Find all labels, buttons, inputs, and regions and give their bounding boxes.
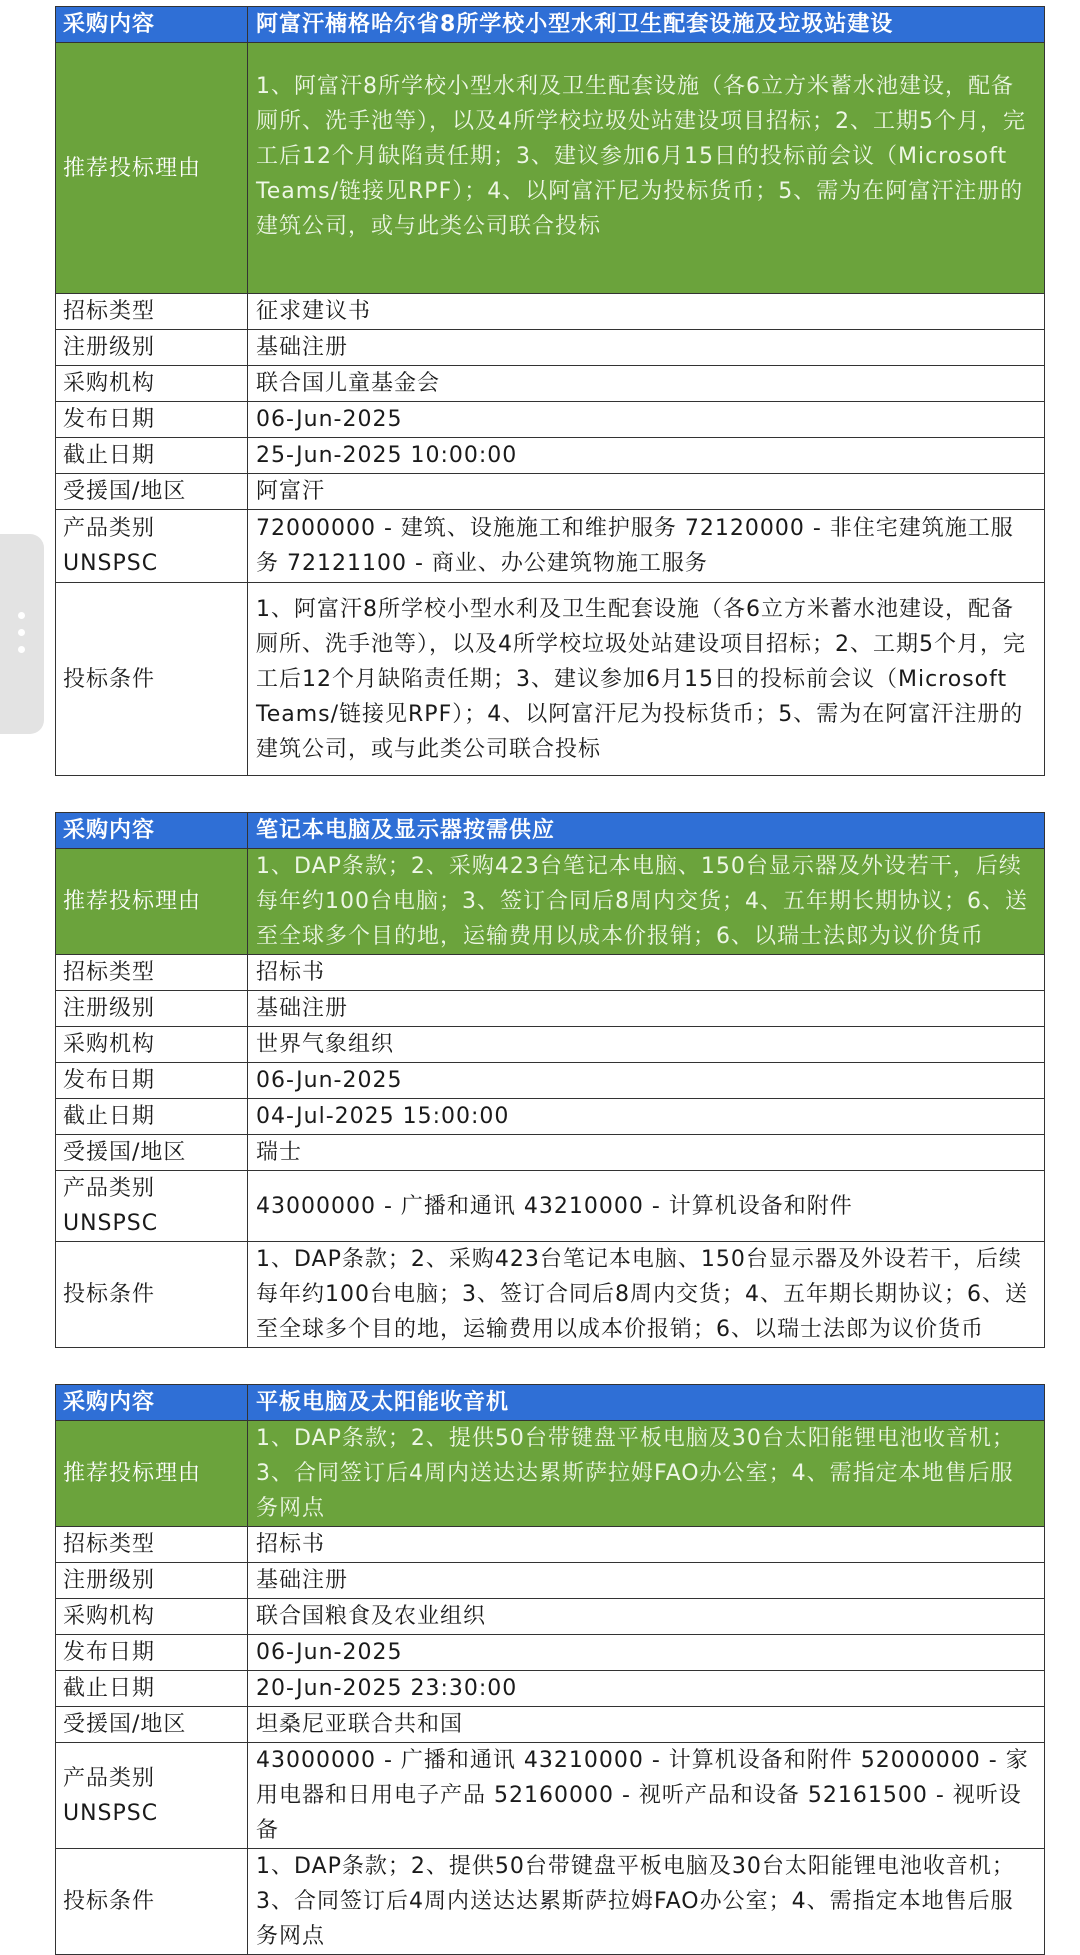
header-key: 采购内容 — [56, 7, 248, 43]
recommendation-key: 推荐投标理由 — [56, 1421, 248, 1527]
row-key: 采购机构 — [56, 1027, 248, 1063]
row-key: 截止日期 — [56, 1099, 248, 1135]
row-value: 06-Jun-2025 — [248, 1063, 1045, 1099]
row-value: 20-Jun-2025 23:30:00 — [248, 1671, 1045, 1707]
table-row — [56, 1671, 1045, 1707]
table-row — [56, 438, 1045, 474]
row-value: 联合国儿童基金会 — [248, 366, 1045, 402]
header-row — [56, 7, 1045, 43]
recommendation-key: 推荐投标理由 — [56, 43, 248, 294]
recommendation-row — [56, 849, 1045, 955]
row-key: 截止日期 — [56, 438, 248, 474]
row-key: 招标类型 — [56, 955, 248, 991]
row-value: 坦桑尼亚联合共和国 — [248, 1707, 1045, 1743]
table-row — [56, 1171, 1045, 1242]
row-key: 产品类别UNSPSC — [56, 510, 248, 583]
header-key: 采购内容 — [56, 813, 248, 849]
row-value: 43000000 - 广播和通讯 43210000 - 计算机设备和附件 52000000 - 家用电器和日用电子产品 52160000 - 视听产品和设备 52161500 - 视听设备 — [248, 1743, 1045, 1849]
row-key: 投标条件 — [56, 1849, 248, 1955]
recommendation-value: 1、阿富汗8所学校小型水利及卫生配套设施（各6立方米蓄水池建设，配备厕所、洗手池等），以及4所学校垃圾处站建设项目招标；2、工期5个月，完工后12个月缺陷责任期；3、建议参加6月15日的投标前会议（Microsoft Teams/链接见RPF）；4、以阿富汗尼为投标货币；5、需为在阿富汗注册的建筑公司，或与此类公司联合投标 — [248, 43, 1045, 294]
table-row — [56, 955, 1045, 991]
row-key: 采购机构 — [56, 1599, 248, 1635]
row-value: 1、DAP条款；2、提供50台带键盘平板电脑及30台太阳能锂电池收音机；3、合同签订后4周内送达达累斯萨拉姆FAO办公室；4、需指定本地售后服务网点 — [248, 1849, 1045, 1955]
row-key: 发布日期 — [56, 1635, 248, 1671]
table-row — [56, 1635, 1045, 1671]
row-key: 受援国/地区 — [56, 1707, 248, 1743]
row-key: 截止日期 — [56, 1671, 248, 1707]
row-value: 瑞士 — [248, 1135, 1045, 1171]
header-value: 平板电脑及太阳能收音机 — [248, 1385, 1045, 1421]
header-value: 阿富汗楠格哈尔省8所学校小型水利卫生配套设施及垃圾站建设 — [248, 7, 1045, 43]
table-row — [56, 1027, 1045, 1063]
side-panel-handle[interactable] — [0, 534, 44, 734]
header-value: 笔记本电脑及显示器按需供应 — [248, 813, 1045, 849]
row-key: 招标类型 — [56, 294, 248, 330]
tender-table-1 — [55, 6, 1045, 776]
recommendation-value: 1、DAP条款；2、提供50台带键盘平板电脑及30台太阳能锂电池收音机；3、合同签订后4周内送达达累斯萨拉姆FAO办公室；4、需指定本地售后服务网点 — [248, 1421, 1045, 1527]
row-key: 投标条件 — [56, 583, 248, 776]
row-key: 受援国/地区 — [56, 1135, 248, 1171]
row-key: 招标类型 — [56, 1527, 248, 1563]
row-value: 25-Jun-2025 10:00:00 — [248, 438, 1045, 474]
row-value: 招标书 — [248, 955, 1045, 991]
table-row — [56, 402, 1045, 438]
header-key: 采购内容 — [56, 1385, 248, 1421]
row-value: 世界气象组织 — [248, 1027, 1045, 1063]
more-icon — [18, 612, 26, 653]
table-row — [56, 1707, 1045, 1743]
tender-list — [55, 6, 1045, 1955]
tender-table-3 — [55, 1384, 1045, 1955]
row-value: 征求建议书 — [248, 294, 1045, 330]
row-value: 阿富汗 — [248, 474, 1045, 510]
table-row — [56, 294, 1045, 330]
row-value: 1、DAP条款；2、采购423台笔记本电脑、150台显示器及外设若干，后续每年约100台电脑；3、签订合同后8周内交货；4、五年期长期协议；6、送至全球多个目的地，运输费用以成本价报销；6、以瑞士法郎为议价货币 — [248, 1242, 1045, 1348]
header-row — [56, 1385, 1045, 1421]
table-row — [56, 583, 1045, 776]
row-value: 基础注册 — [248, 991, 1045, 1027]
row-key: 注册级别 — [56, 991, 248, 1027]
row-value: 72000000 - 建筑、设施施工和维护服务 72120000 - 非住宅建筑施工服务 72121100 - 商业、办公建筑物施工服务 — [248, 510, 1045, 583]
table-row — [56, 330, 1045, 366]
table-row — [56, 1242, 1045, 1348]
row-value: 基础注册 — [248, 330, 1045, 366]
row-key: 注册级别 — [56, 1563, 248, 1599]
row-value: 基础注册 — [248, 1563, 1045, 1599]
row-key: 注册级别 — [56, 330, 248, 366]
row-key: 产品类别UNSPSC — [56, 1171, 248, 1242]
table-row — [56, 510, 1045, 583]
row-value: 1、阿富汗8所学校小型水利及卫生配套设施（各6立方米蓄水池建设，配备厕所、洗手池等），以及4所学校垃圾处站建设项目招标；2、工期5个月，完工后12个月缺陷责任期；3、建议参加6月15日的投标前会议（Microsoft Teams/链接见RPF）；4、以阿富汗尼为投标货币；5、需为在阿富汗注册的建筑公司，或与此类公司联合投标 — [248, 583, 1045, 776]
row-value: 04-Jul-2025 15:00:00 — [248, 1099, 1045, 1135]
table-row — [56, 1099, 1045, 1135]
table-row — [56, 1063, 1045, 1099]
table-row — [56, 1599, 1045, 1635]
row-value: 06-Jun-2025 — [248, 402, 1045, 438]
row-value: 联合国粮食及农业组织 — [248, 1599, 1045, 1635]
table-row — [56, 1849, 1045, 1955]
row-key: 发布日期 — [56, 402, 248, 438]
row-key: 投标条件 — [56, 1242, 248, 1348]
row-value: 招标书 — [248, 1527, 1045, 1563]
recommendation-value: 1、DAP条款；2、采购423台笔记本电脑、150台显示器及外设若干，后续每年约100台电脑；3、签订合同后8周内交货；4、五年期长期协议；6、送至全球多个目的地，运输费用以成本价报销；6、以瑞士法郎为议价货币 — [248, 849, 1045, 955]
row-key: 产品类别UNSPSC — [56, 1743, 248, 1849]
header-row — [56, 813, 1045, 849]
row-key: 受援国/地区 — [56, 474, 248, 510]
table-row — [56, 1527, 1045, 1563]
table-row — [56, 366, 1045, 402]
row-key: 发布日期 — [56, 1063, 248, 1099]
row-value: 06-Jun-2025 — [248, 1635, 1045, 1671]
recommendation-row — [56, 1421, 1045, 1527]
row-key: 采购机构 — [56, 366, 248, 402]
tender-table-2 — [55, 812, 1045, 1348]
table-row — [56, 1743, 1045, 1849]
table-row — [56, 1135, 1045, 1171]
row-value: 43000000 - 广播和通讯 43210000 - 计算机设备和附件 — [248, 1171, 1045, 1242]
table-row — [56, 991, 1045, 1027]
recommendation-row — [56, 43, 1045, 294]
recommendation-key: 推荐投标理由 — [56, 849, 248, 955]
table-row — [56, 1563, 1045, 1599]
table-row — [56, 474, 1045, 510]
